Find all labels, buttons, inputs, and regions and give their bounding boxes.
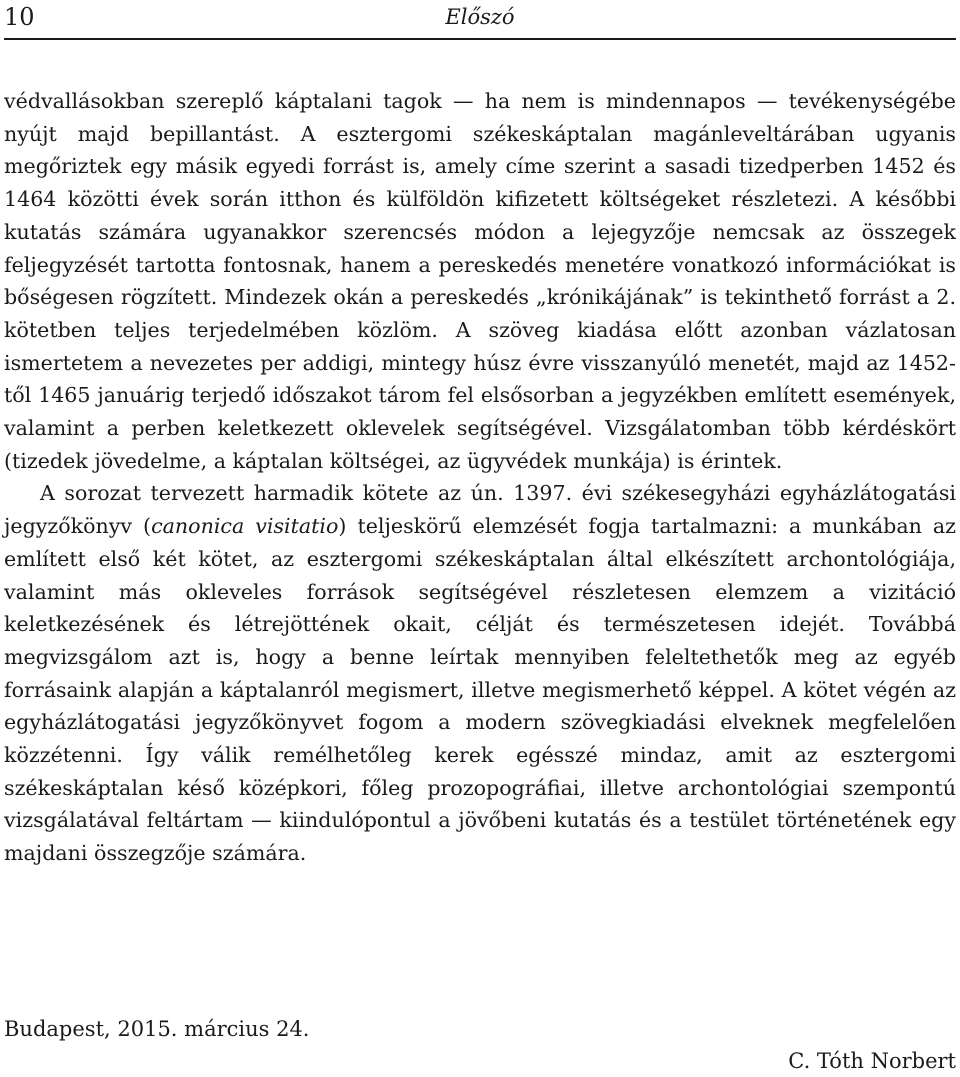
paragraph-2-part-2: ) teljeskörű elemzését fogja tartalmazni: a munkában az említett első két kötet, az esztergomi székeskáptalan által elkészített archontológiája, valamint más okleveles források segítségével részletesen elemzem a vizitáció keletkezésének és létrejöttének okait, célját és természetesen idejét. Továbbá megvizsgálom azt is, hogy a benne leírtak mennyiben feleltethetők meg az egyéb forrásaink alapján a káptalanról megismert, illetve megismerhető képpel. A kötet végén az egyházlátogatási jegyzőkönyvet fogom a modern szövegkiadási elveknek megfelelően közzétenni. Így válik remélhetőleg kerek egésszé mindaz, amit az esztergomi székeskáptalan késő középkori, főleg prozopográfiai, illetve archontológiai szempontú vizsgálatával feltártam — kiindulópontul a jövőbeni kutatás és a testület történetének egy majdani összegzője számára. [4,514,956,866]
author-signature: C. Tóth Norbert [788,1049,956,1073]
page-number: 10 [4,3,35,31]
section-title: Előszó [445,5,515,29]
running-head [4,0,956,40]
paragraph-2 [4,477,956,869]
italic-term: canonica visitatio [151,514,339,539]
body-text [4,85,956,870]
place-date: Budapest, 2015. március 24. [4,1017,310,1041]
paragraph-2-part-1: A sorozat tervezett harmadik kötete az ún. 1397. évi székesegyházi egyházlátogatási jegyzőkönyv ( [4,481,956,539]
paragraph-1: védvallásokban szereplő káptalani tagok — ha nem is mindennapos — tevékenységébe nyújt majd bepillantást. A esztergomi székeskáptalan magánleveltárában ugyanis megőriztek egy másik egyedi forrást is, amely címe szerint a sasadi tizedperben 1452 és 1464 közötti évek során itthon és külföldön kifizetett költségeket részletezi. A későbbi kutatás számára ugyanakkor szerencsés módon a lejegyzője nemcsak az összegek feljegyzését tartotta fontosnak, hanem a pereskedés menetére vonatkozó információkat is bőségesen rögzített. Mindezek okán a pereskedés „krónikájának” is tekinthető forrást a 2. kötetben teljes terjedelmében közlöm. A szöveg kiadása előtt azonban vázlatosan ismertetem a nevezetes per addigi, mintegy húsz évre visszanyúló menetét, majd az 1452-től 1465 januárig terjedő időszakot tárom fel elsősorban a jegyzékben említett események, valamint a perben keletkezett oklevelek segítségével. Vizsgálatomban több kérdéskört (tizedek jövedelme, a káptalan költségei, az ügyvédek munkája) is érintek. [4,89,956,473]
